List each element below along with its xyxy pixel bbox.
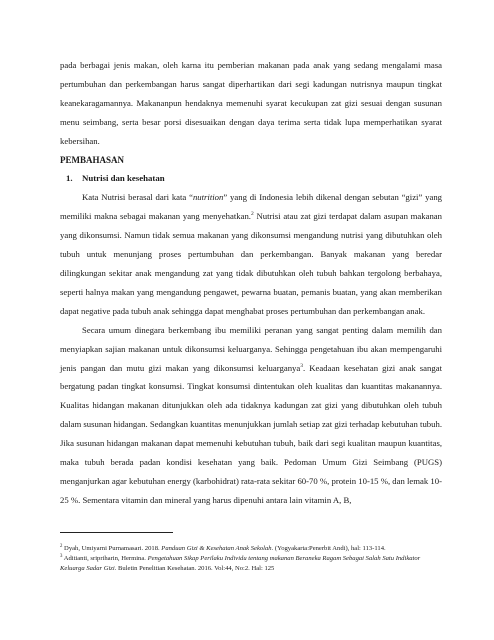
footnote-2: [60, 544, 442, 553]
body-paragraph-2: [60, 321, 442, 510]
footnote-text: Aditianti, sripriharin, Hermina.: [62, 555, 148, 563]
subsection-heading: [66, 169, 442, 188]
subsection-number: 1.: [66, 173, 73, 184]
footnote-ref-3[interactable]: 3: [300, 362, 303, 369]
footnote-title: Pengetahuan Sikap Perilaku Individu tentang makanan Beraneka Ragam Sebagai Salah Satu Indikator Keluarga Sadar Gizi.: [60, 555, 421, 572]
p1-text-c: Nutrisi atau zat gizi terdapat dalam asupan makanan yang dikonsumsi. Namun tidak semua makanan yang dikonsumsi mengandung nutrisi yang dibutuhkan oleh tubuh untuk menunjang proses pertumbuhan dan perkembangan. Banyak makanan yang beredar dilingkungan sekitar anak mengandung zat yang tidak dibutuhkan oleh tubuh bahkan tergolong berbahaya, seperti halnya makan yang mengandung pengawet, pewarna buatan, pemanis buatan, yang akan memberikan dapat negative pada tubuh anak sehingga dapat menghabat proses pertumbuhan dan perkembangan anak.: [60, 211, 443, 316]
footnote-text: Dyah, Umiyarni Purnamasari. 2018.: [62, 545, 162, 552]
footnote-3: [60, 554, 442, 573]
p2-text-b: . Keadaan kesehatan gizi anak sangat bergatung padan tingkat konsumsi. Tingkat konsumsi dintentukan oleh kualitas dan kuantitas makanannya. Kualitas hidangan makanan ditunjukkan oleh ada tidaknya kadungan zat gizi yang dibutuhkan oleh tubuh dalam susunan hidangan. Sedangkan kuantitas menunjukkan jumlah setiap zat gizi terhadap kebutuhan tubuh. Jika susunan hidangan makanan dapat memenuhi kebutuhan tubuh, baik dari segi kualitan maupun kuantitas, maka tubuh berada padan kondisi kesehatan yang baik. Pedoman Umum Gizi Seimbang (PUGS) menganjurkan agar kebutuhan energy (karbohidrat) rata-rata sekitar 60-70 %, protein 10-15 %, dan lemak 10-25 %. Sementara vitamin dan mineral yang harus dipenuhi antara lain vitamin A, B,: [60, 362, 442, 505]
footnotes: [60, 544, 442, 574]
p2-text-a: Secara umum dinegara berkembang ibu memiliki peranan yang sangat penting dalam memilih dan menyiapkan sajian makanan untuk dikonsumsi keluarganya. Sehingga pengetahuan ibu akan mempengaruhi jenis pangan dan mutu gizi makan yang dikonsumsi keluarganya: [60, 324, 442, 373]
intro-paragraph: pada berbagai jenis makan, oleh karna itu pemberian makanan pada anak yang sedang mengalami masa pertumbuhan dan perkembangan harus sangat diperhartikan dari segi kadungan nutrisnya maupun tingkat keanekaragamannya. Makananpun hendaknya memenuhi syarat kecukupan zat gizi sesuai dengan susunan menu seimbang, serta besar porsi disesuaikan dengan daya terima serta tidak lupa memperhatikan syarat kebersihan.: [60, 60, 442, 146]
footnote-text: (Yogyakarta:Penerbit Andi), hal: 113-114.: [273, 545, 386, 552]
p1-text-a: Kata Nutrisi berasal dari kata “: [82, 192, 193, 203]
section-heading: PEMBAHASAN: [60, 154, 125, 165]
footnote-number: 3: [60, 554, 63, 560]
p1-italic-term: nutrition: [192, 192, 224, 203]
footnote-divider: [60, 532, 173, 533]
footnote-number: 2: [60, 544, 63, 549]
footnote-text: Buletin Penelitian Kesehatan. 2016. Vol:44, No:2. Hal: 125: [116, 564, 275, 572]
body-paragraph-1: [60, 188, 442, 320]
footnote-ref-2[interactable]: 2: [250, 211, 254, 218]
footnote-title: Panduan Gizi & Kesehatan Anak Sekolah.: [161, 545, 274, 552]
main-text: [60, 56, 442, 510]
p1-text-b: ” yang di Indonesia lebih dikenal dengan sebutan “gizi” yang memiliki makna sebagai makanan yang menyehatkan.: [60, 192, 443, 222]
subsection-title: Nutrisi dan kesehatan: [82, 173, 165, 184]
